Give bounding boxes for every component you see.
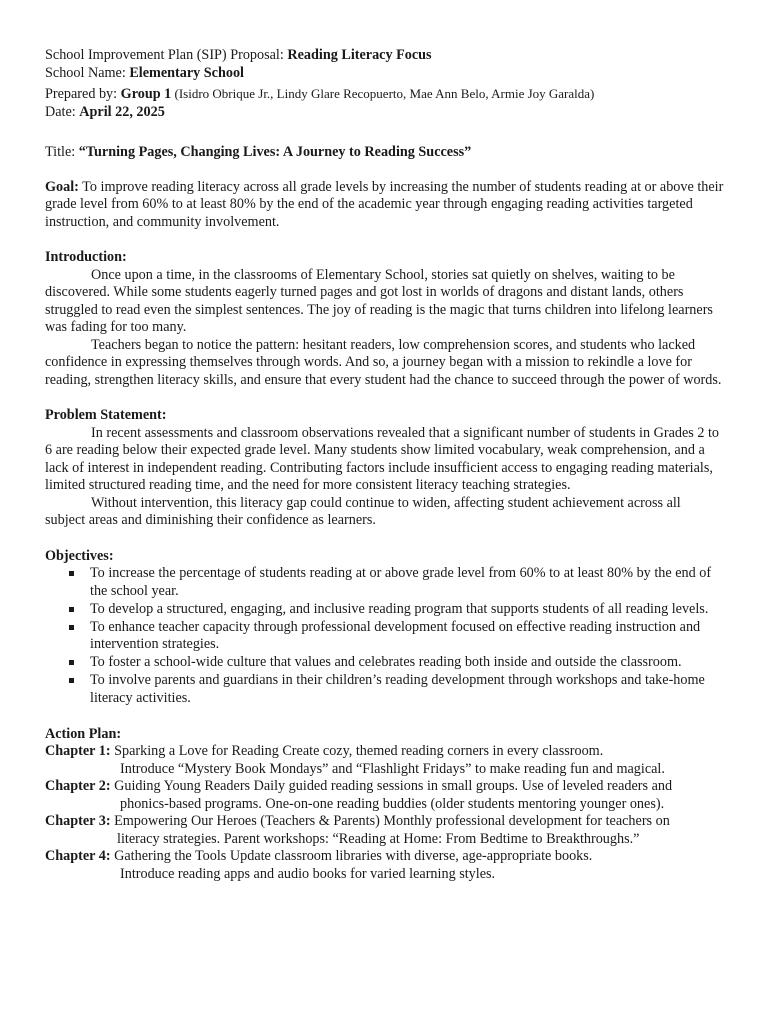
date-label: Date:	[45, 103, 80, 120]
goal-paragraph	[45, 179, 724, 232]
square-bullet-icon	[69, 571, 74, 576]
objective-text: To involve parents and guardians in their children’s reading development through workshops and take-home literacy activities.	[90, 672, 705, 706]
title-label: Title:	[45, 144, 79, 160]
chapter-line-2: Introduce reading apps and audio books for varied learning styles.	[120, 865, 496, 882]
goal-text: To improve reading literacy across all grade levels by increasing the number of students reading at or above their grade level from 60% to at least 80% by the end of the academic year through engaging reading activities targeted instruction, and community involvement.	[45, 178, 724, 230]
chapter-text: Guiding Young Readers Daily guided reading sessions in small groups. Use of leveled readers and	[114, 778, 673, 794]
chapter-1	[45, 743, 724, 778]
objective-item	[90, 565, 724, 600]
chapter-line-1	[45, 778, 724, 796]
objective-text: To enhance teacher capacity through professional development focused on effective reading instruction and intervention strategies.	[90, 618, 701, 652]
date-line	[45, 104, 724, 122]
objective-item	[90, 601, 724, 619]
prepared-by-line	[45, 85, 724, 104]
chapter-text: Empowering Our Heroes (Teachers & Parents) Monthly professional development for teachers on	[114, 813, 670, 829]
objective-text: To foster a school-wide culture that values and celebrates reading both inside and outside the classroom.	[90, 654, 682, 670]
chapter-text: Gathering the Tools Update classroom libraries with diverse, age-appropriate books.	[114, 848, 593, 864]
school-name-line	[45, 65, 724, 83]
chapter-line-1	[45, 743, 724, 761]
chapter-line-2: phonics-based programs. One-on-one reading buddies (older students mentoring younger ones).	[120, 795, 665, 812]
chapter-label: Chapter 2:	[45, 778, 111, 794]
goal-label: Goal:	[45, 178, 79, 195]
prepared-label: Prepared by:	[45, 86, 121, 102]
chapter-label: Chapter 1:	[45, 743, 111, 759]
problem-paragraph-1: In recent assessments and classroom observations revealed that a significant number of students in Grades 2 to 6 are reading below their expected grade level. Many students show limited vocabulary, weak comprehension, and a lack of interest in independent reading. Contributing factors include insufficient access to engaging reading materials, limited structured reading time, and the need for more consistent literacy teaching strategies.	[45, 424, 720, 493]
sip-line	[45, 47, 724, 65]
chapter-2	[45, 778, 724, 813]
chapter-line-1	[45, 848, 724, 866]
chapter-label: Chapter 4:	[45, 848, 111, 864]
chapter-4	[45, 848, 724, 883]
prepared-group: Group 1	[120, 86, 172, 102]
chapter-text: Sparking a Love for Reading Create cozy, themed reading corners in every classroom.	[114, 743, 604, 759]
objective-item	[90, 672, 724, 707]
introduction-paragraph-2: Teachers began to notice the pattern: hesitant readers, low comprehension scores, and students who lacked confidence in expressing themselves through words. And so, a journey began with a mission to rekindle a love for reading, strengthen literacy skills, and ensure that every student had the chance to succeed through the power of words.	[45, 336, 722, 388]
school-label: School Name:	[45, 64, 130, 81]
square-bullet-icon	[69, 660, 74, 665]
title-value: “Turning Pages, Changing Lives: A Journey to Reading Success”	[78, 144, 472, 160]
objective-text: To increase the percentage of students reading at or above grade level from 60% to at least 80% by the end of the school year.	[90, 565, 712, 599]
school-value: Elementary School	[129, 64, 244, 81]
sip-value: Reading Literacy Focus	[287, 47, 432, 63]
objective-item	[90, 654, 724, 672]
problem-paragraph-2: Without intervention, this literacy gap could continue to widen, affecting student achievement across all subject areas and diminishing their confidence as learners.	[45, 494, 681, 528]
prepared-members: (Isidro Obrique Jr., Lindy Glare Recopuerto, Mae Ann Belo, Armie Joy Garalda)	[171, 86, 595, 101]
date-value: April 22, 2025	[79, 103, 165, 120]
chapter-line-1	[45, 813, 724, 831]
chapter-3	[45, 813, 724, 848]
square-bullet-icon	[69, 625, 74, 630]
chapter-line-2: Introduce “Mystery Book Mondays” and “Flashlight Fridays” to make reading fun and magical.	[120, 760, 665, 777]
chapter-line-2: literacy strategies. Parent workshops: “Reading at Home: From Bedtime to Breakthroughs.”	[117, 830, 640, 847]
chapter-label: Chapter 3:	[45, 813, 111, 829]
square-bullet-icon	[69, 678, 74, 683]
objective-item	[90, 619, 724, 654]
sip-label: School Improvement Plan (SIP) Proposal:	[45, 47, 288, 63]
introduction-heading: Introduction:	[45, 249, 127, 265]
introduction-paragraph-1: Once upon a time, in the classrooms of Elementary School, stories sat quietly on shelves, waiting to be discovered. While some students eagerly turned pages and got lost in worlds of dragons and distant lands, others struggled to read even the simplest sentences. The joy of reading is the magic that turns children into lifelong learners was fading for too many.	[45, 266, 713, 335]
objective-text: To develop a structured, engaging, and inclusive reading program that supports students of all reading levels.	[90, 600, 709, 617]
objectives-heading: Objectives:	[45, 547, 114, 564]
title-line	[45, 144, 724, 162]
square-bullet-icon	[69, 607, 74, 612]
action-plan-heading: Action Plan:	[45, 725, 122, 742]
objectives-list	[45, 565, 724, 707]
problem-statement-heading: Problem Statement:	[45, 407, 167, 423]
